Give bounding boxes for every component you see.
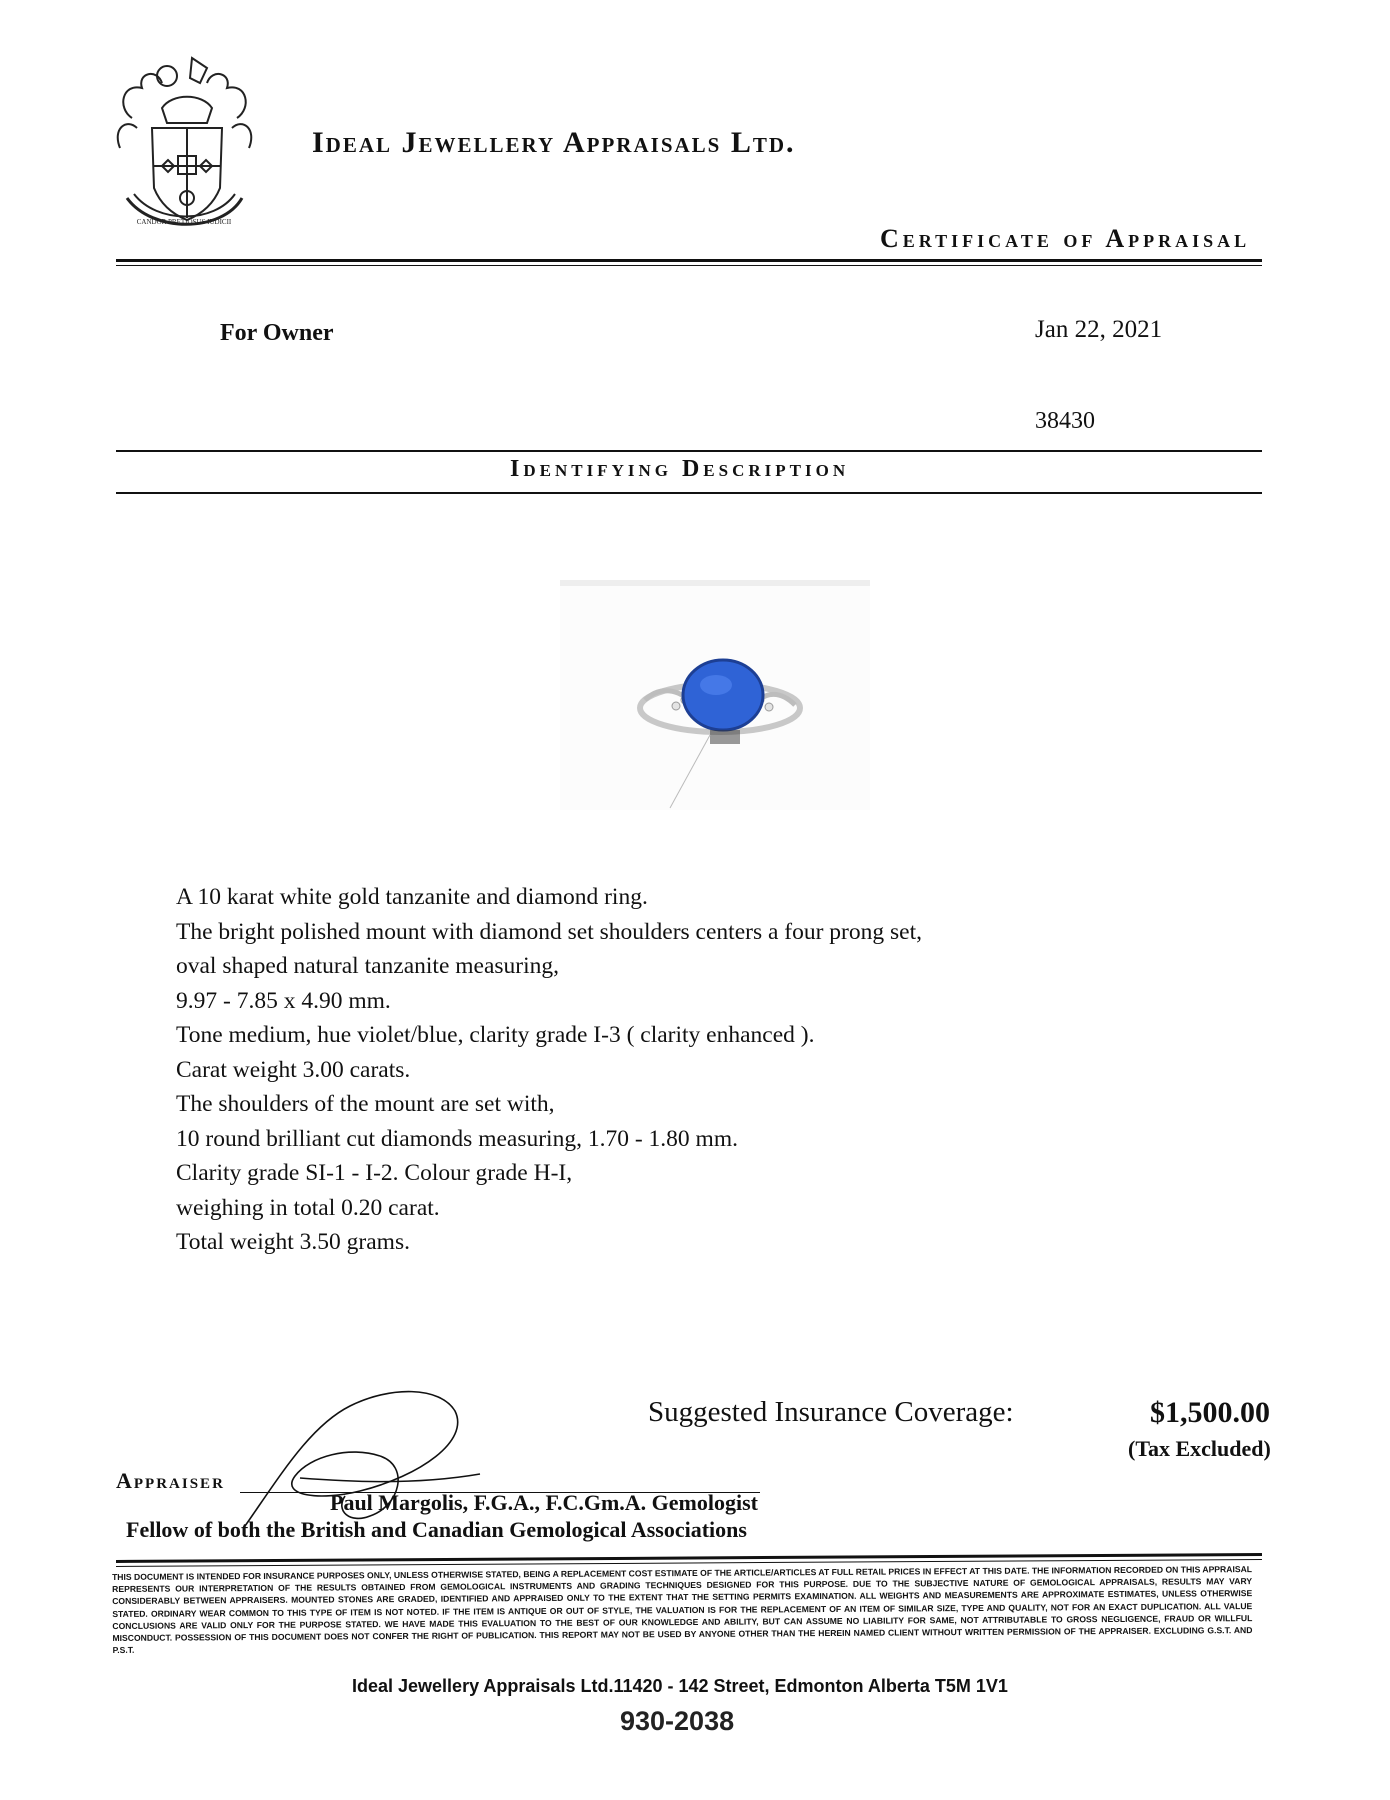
item-description (176, 880, 922, 1260)
header-rule-thick (116, 259, 1262, 262)
insurance-coverage-label: Suggested Insurance Coverage: (648, 1396, 1014, 1428)
description-line: weighing in total 0.20 carat. (176, 1194, 440, 1221)
insurance-coverage-amount: $1,500.00 (1150, 1396, 1270, 1429)
description-line: oval shaped natural tanzanite measuring, (176, 953, 560, 979)
disclaimer-text: THIS DOCUMENT IS INTENDED FOR INSURANCE PURPOSES ONLY, UNLESS OTHERWISE STATED, BEING A REPLACEMENT COST ESTIMATE OF THE ARTICLE/ARTICLES AT FULL RETAIL PRICES IN EFFECT AT THIS DATE. THE INFORMATION RECORDED ON THIS APPRAISAL REPRESENTS OUR INTERPRETATION OF THE RESULTS OBTAINED FROM GEMOLOGICAL INSTRUMENTS AND GRADING TECHNIQUES DESIGNED FOR THIS PURPOSE. DUE TO THE SUBJECTIVE NATURE OF GEMOLOGICAL APPRAISALS, RESULTS MAY VARY CONSIDERABLY BETWEEN APPRAISERS. MOUNTED STONES ARE GRADED, IDENTIFIED AND APPRAISED ONLY TO THE EXTENT THAT THE SETTING PERMITS EXAMINATION. ALL WEIGHTS AND MEASUREMENTS ARE APPROXIMATE ESTIMATES, UNLESS OTHERWISE STATED. ORDINARY WEAR COMMON TO THIS TYPE OF ITEM IS NOT NOTED. IF THE ITEM IS ANTIQUE OR OUT OF STYLE, THE VALUATION IS FOR THE REPLACEMENT OF AN ITEM OF SIMILAR SIZE, TYPE AND QUALITY, NOT FOR AN EXACT DUPLICATION. ALL VALUE CONCLUSIONS ARE VALID ONLY FOR THE PURPOSE STATED. WE HAVE MADE THIS EVALUATION TO THE BEST OF OUR KNOWLEDGE AND ABILITY, BUT CAN ASSUME NO LIABILITY FOR SAME, NOT ATTRIBUTABLE TO GROSS NEGLIGENCE, FRAUD OR WILLFUL MISCONDUCT. POSSESSION OF THIS DOCUMENT DOES NOT CONFER THE RIGHT OF PUBLICATION. THIS REPORT MAY NOT BE USED BY ANYONE OTHER THAN THE HEREIN NAMED CLIENT WITHOUT WRITTEN PERMISSION OF THE APPRAISER. EXCLUDING G.S.T. AND P.S.T. (112, 1564, 1253, 1656)
ring-photo (560, 580, 870, 810)
appraiser-label: Appraiser (116, 1468, 225, 1493)
description-line: Clarity grade SI-1 - I-2. Colour grade H-I, (176, 1160, 573, 1186)
description-line: 9.97 - 7.85 x 4.90 mm. (176, 987, 391, 1014)
owner-label: For Owner (220, 320, 334, 346)
company-crest-logo (112, 48, 257, 236)
section-rule-bottom (116, 492, 1262, 494)
appraiser-name: Paul Margolis, F.G.A., F.C.Gm.A. Gemologist (330, 1490, 758, 1515)
certificate-number: 38430 (1035, 408, 1095, 434)
header-rule-thin (116, 265, 1262, 266)
description-line: Total weight 3.50 grams. (176, 1229, 410, 1255)
crest-motto: CANDOR PRETIOSUS IUDICII (136, 218, 232, 226)
appraisal-date: Jan 22, 2021 (1035, 316, 1163, 343)
section-title: Identifying Description (510, 456, 850, 482)
tax-note: (Tax Excluded) (1128, 1436, 1271, 1461)
appraiser-fellowship: Fellow of both the British and Canadian Gemological Associations (126, 1517, 747, 1542)
description-line: Carat weight 3.00 carats. (176, 1056, 411, 1083)
description-line: Tone medium, hue violet/blue, clarity grade I-3 ( clarity enhanced ). (176, 1022, 815, 1048)
footer-address: Ideal Jewellery Appraisals Ltd.11420 - 142 Street, Edmonton Alberta T5M 1V1 (352, 1676, 1008, 1696)
description-line: The shoulders of the mount are set with, (176, 1091, 555, 1117)
certificate-title: Certificate of Appraisal (880, 224, 1251, 253)
footer-rule-thick (116, 1553, 1262, 1563)
footer-phone: 930-2038 (620, 1706, 735, 1736)
description-line: The bright polished mount with diamond set shoulders centers a four prong set, (176, 918, 922, 945)
description-line: A 10 karat white gold tanzanite and diamond ring. (176, 884, 648, 910)
section-rule-top (116, 450, 1262, 452)
company-name: Ideal Jewellery Appraisals Ltd. (312, 126, 796, 159)
description-line: 10 round brilliant cut diamonds measuring, 1.70 - 1.80 mm. (176, 1125, 738, 1152)
